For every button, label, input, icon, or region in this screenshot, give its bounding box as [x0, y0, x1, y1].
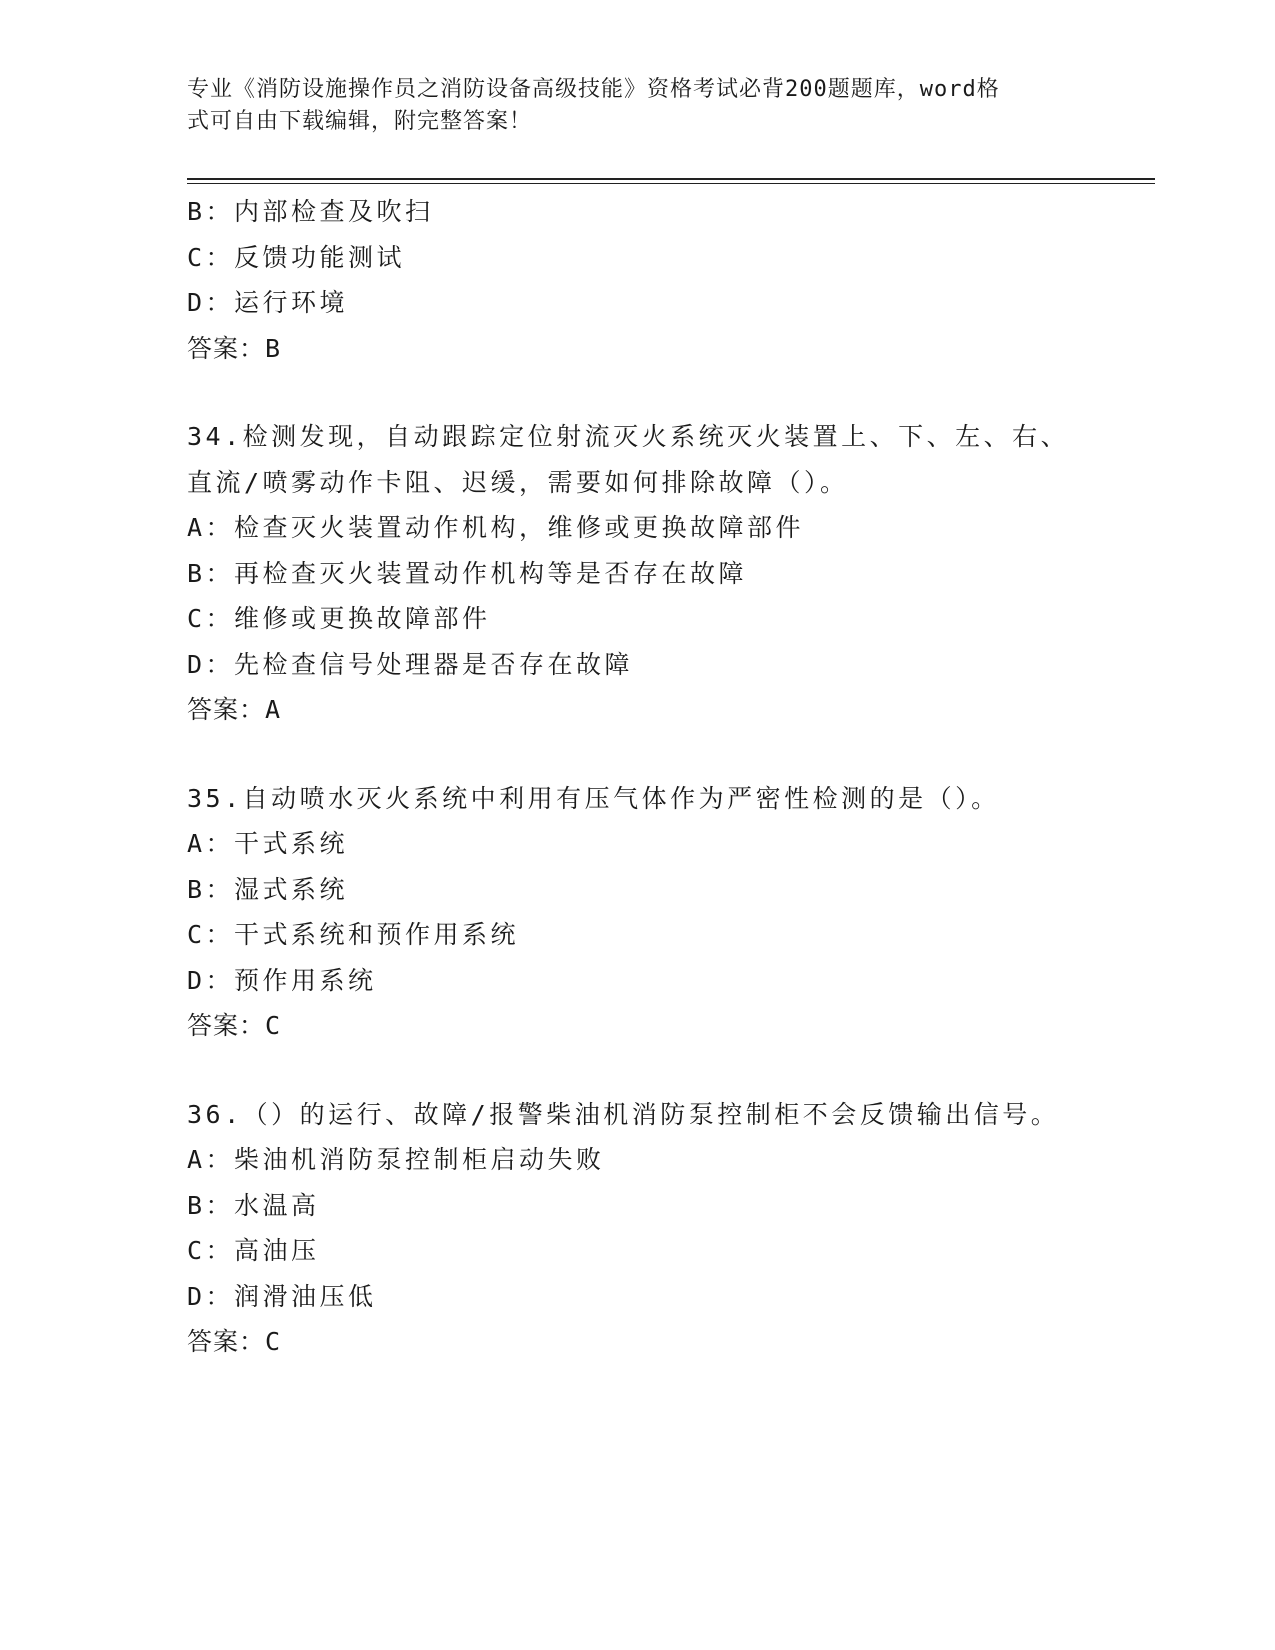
spacer: [187, 733, 1147, 776]
option-b: B：湿式系统: [187, 874, 349, 904]
option-c: C：高油压: [187, 1236, 320, 1265]
question-stem-line-1: 34.检测发现，自动跟踪定位射流灭火系统灭火装置上、下、左、右、: [187, 422, 1070, 451]
question-35: [187, 776, 1147, 1049]
option-d: D：运行环境: [187, 288, 349, 317]
spacer: [187, 371, 1147, 414]
option-d: D：先检查信号处理器是否存在故障: [187, 649, 634, 679]
header-divider-thick: [187, 178, 1155, 180]
answer: 答案：B: [187, 333, 282, 363]
header-line-2: 式可自由下载编辑，附完整答案！: [187, 109, 533, 134]
option-a: A：检查灭火装置动作机构，维修或更换故障部件: [187, 513, 805, 542]
option-a: A：干式系统: [187, 829, 349, 858]
option-c: C：反馈功能测试: [187, 242, 406, 272]
question-stem-line-1: 35.自动喷水灭火系统中利用有压气体作为严密性检测的是（）。: [187, 783, 1000, 813]
answer: 答案：A: [187, 695, 282, 724]
spacer: [187, 1049, 1147, 1092]
answer: 答案：C: [187, 1011, 282, 1040]
option-b: B：水温高: [187, 1190, 320, 1220]
question-36: [187, 1092, 1147, 1365]
header-line-1: 专业《消防设施操作员之消防设备高级技能》资格考试必背200题题库，word格: [187, 77, 1000, 102]
option-c: C：维修或更换故障部件: [187, 604, 491, 633]
question-stem-line-1: 36.（）的运行、故障/报警柴油机消防泵控制柜不会反馈输出信号。: [187, 1099, 1060, 1129]
option-b: B：再检查灭火装置动作机构等是否存在故障: [187, 558, 748, 588]
option-a: A：柴油机消防泵控制柜启动失败: [187, 1145, 605, 1174]
document-header: [187, 74, 1077, 138]
option-c: C：干式系统和预作用系统: [187, 920, 520, 949]
question-stem-line-2: 直流/喷雾动作卡阻、迟缓，需要如何排除故障（）。: [187, 467, 849, 497]
header-divider-thin: [187, 183, 1155, 184]
option-d: D：润滑油压低: [187, 1281, 377, 1311]
option-d: D：预作用系统: [187, 965, 377, 995]
question-33: [187, 189, 1147, 371]
question-list: [187, 189, 1147, 1365]
answer: 答案：C: [187, 1327, 282, 1356]
option-b: B：内部检查及吹扫: [187, 197, 434, 226]
question-34: [187, 414, 1147, 733]
